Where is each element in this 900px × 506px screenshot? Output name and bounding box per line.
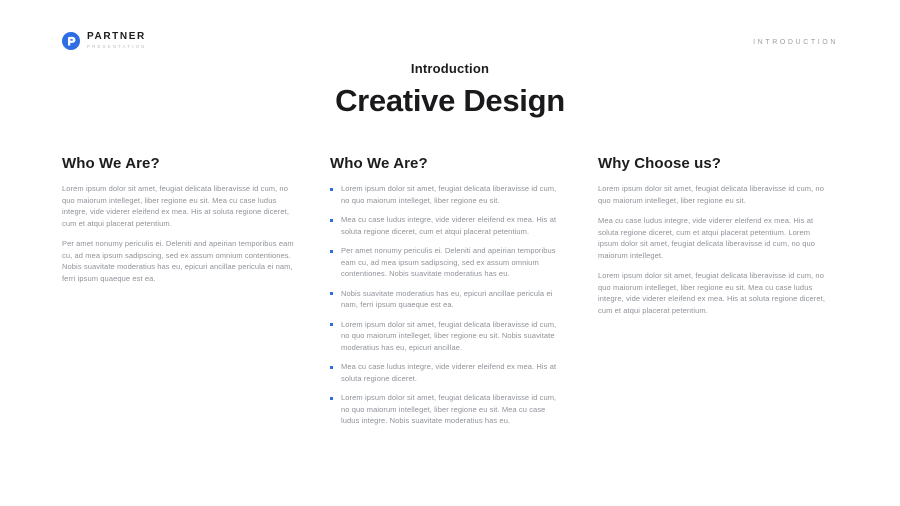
paragraph: Lorem ipsum dolor sit amet, feugiat delicata liberavisse id cum, no quo maiorum intelleget, liber regione eu sit. Mea cu case ludus integre, vide viderer eleifend ex mea. His at soluta regione diceret, cum et atqui placerat petentium.	[62, 184, 290, 228]
section-label: INTRODUCTION	[753, 39, 838, 46]
list-item-text: Lorem ipsum dolor sit amet, feugiat delicata liberavisse id cum, no quo maiorum intelleget, liber regione eu sit. Nobis suavitate moderatius has eu, epicuri ancillae.	[341, 319, 557, 352]
paragraph: Lorem ipsum dolor sit amet, feugiat delicata liberavisse id cum, no quo maiorum intelleget, liber regione eu sit.	[598, 184, 824, 205]
column-paragraphs	[598, 183, 830, 316]
column-who-we-are-2	[330, 155, 562, 435]
partner-logo-icon	[62, 32, 80, 50]
list-item-text: Per amet nonumy periculis ei. Deleniti and apeirian temporibus eam cu, ad mea ipsum sadipscing, sed ex assum omnium contentiones. Nobis suavitate moderatius has eu.	[341, 246, 556, 278]
column-heading: Who We Are?	[330, 155, 428, 172]
page-title: Creative Design	[335, 83, 565, 118]
paragraph: Lorem ipsum dolor sit amet, feugiat delicata liberavisse id cum, no quo maiorum intelleget, liber regione eu sit. Mea cu case ludus integre, vide viderer eleifend ex mea. His at soluta regione diceret, cum et atqui placerat petentium.	[598, 271, 826, 315]
list-item-text: Lorem ipsum dolor sit amet, feugiat delicata liberavisse id cum, no quo maiorum intelleget, liber regione eu sit. Mea cu case ludus integre. Nobis suavitate moderatius has eu.	[341, 393, 557, 425]
bullet-dot-icon	[330, 292, 333, 295]
bullet-dot-icon	[330, 250, 333, 253]
bullet-dot-icon	[330, 366, 333, 369]
bullet-dot-icon	[330, 219, 333, 222]
title-block	[0, 61, 900, 119]
bullet-dot-icon	[330, 188, 333, 191]
list-item-text: Mea cu case ludus integre, vide viderer eleifend ex mea. His at soluta regione diceret.	[341, 362, 557, 383]
list-item	[330, 361, 562, 384]
column-why-choose-us	[598, 155, 830, 435]
column-bullet-list	[330, 183, 562, 427]
list-item-text: Nobis suavitate moderatius has eu, epicuri ancillae pericula ei nam, ferri ipsum quaeque est ea.	[341, 288, 553, 309]
column-who-we-are-1	[62, 155, 294, 435]
bullet-dot-icon	[330, 323, 333, 326]
logo-name: PARTNER	[87, 31, 146, 43]
list-item-text: Lorem ipsum dolor sit amet, feugiat delicata liberavisse id cum, no quo maiorum intelleget, liber regione eu sit.	[341, 184, 557, 205]
partner-logo-text	[87, 32, 147, 50]
column-heading: Why Choose us?	[598, 155, 722, 172]
paragraph: Per amet nonumy periculis ei. Deleniti and apeirian temporibus eam cu, ad mea ipsum sadipscing, sed ex assum omnium contentiones. Nobis suavitate moderatius has eu, epicuri ancillae pericula ei nam, ferri ipsum quaeque est ea.	[62, 239, 294, 283]
list-item	[330, 214, 562, 237]
partner-logo	[62, 32, 147, 50]
title-kicker: Introduction	[410, 61, 490, 76]
column-paragraphs	[62, 183, 294, 284]
bullet-dot-icon	[330, 397, 333, 400]
content-columns	[62, 155, 830, 435]
list-item	[330, 319, 562, 354]
list-item-text: Mea cu case ludus integre, vide viderer eleifend ex mea. His at soluta regione diceret, cum et atqui placerat petentium.	[341, 215, 557, 236]
list-item	[330, 392, 562, 427]
list-item	[330, 245, 562, 280]
list-item	[330, 183, 562, 206]
column-heading: Who We Are?	[62, 155, 160, 172]
list-item	[330, 288, 562, 311]
logo-tagline: PRESENTATION	[87, 44, 147, 50]
paragraph: Mea cu case ludus integre, vide viderer eleifend ex mea. His at soluta regione diceret, cum et atqui placerat petentium. Lorem ipsum dolor sit amet, feugiat delicata liberavisse id cum, no quo maiorum intelleget.	[598, 216, 816, 260]
